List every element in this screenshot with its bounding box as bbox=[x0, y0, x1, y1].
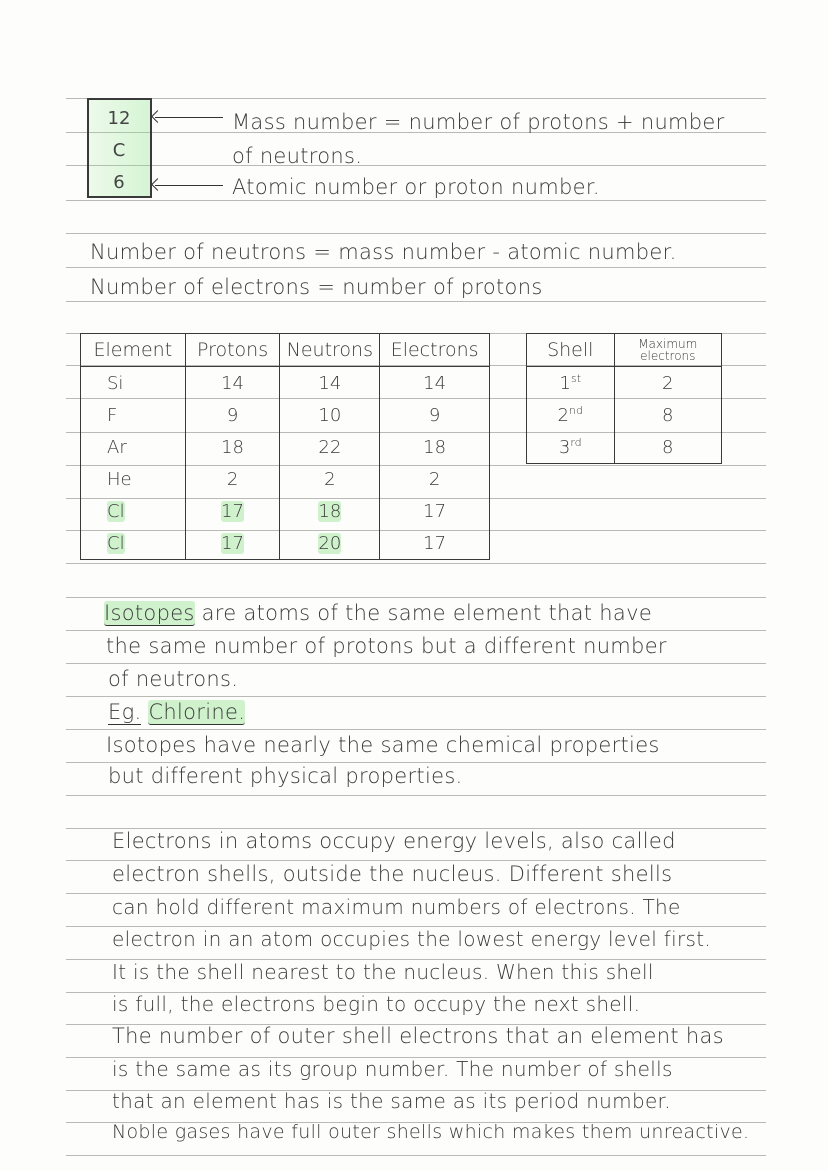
paragraph-line: is full, the electrons begin to occupy the next shell. bbox=[112, 992, 641, 1016]
table-row bbox=[81, 527, 490, 560]
ruled-line bbox=[66, 165, 766, 166]
electrons-formula: Number of electrons = number of protons bbox=[90, 275, 543, 299]
isotopes-line-1-rest: are atoms of the same element that have bbox=[201, 601, 653, 625]
table-cell: 18 bbox=[380, 431, 490, 463]
table-cell: 9 bbox=[380, 399, 490, 431]
shell-cell bbox=[527, 399, 615, 431]
paragraph-line: electron in an atom occupies the lowest energy level first. bbox=[112, 927, 712, 951]
isotopes-line-3: of neutrons. bbox=[108, 667, 239, 691]
isotopes-example bbox=[108, 700, 245, 724]
ruled-line bbox=[66, 233, 766, 234]
paragraph-line: that an element has is the same as its period number. bbox=[112, 1089, 671, 1113]
table-row bbox=[81, 431, 490, 463]
highlighted-value: 18 bbox=[318, 500, 342, 522]
table-row bbox=[527, 367, 722, 400]
highlighted-value: Cl bbox=[107, 532, 125, 554]
ruled-line bbox=[66, 597, 766, 598]
table-cell bbox=[81, 495, 186, 527]
paragraph-line: electron shells, outside the nucleus. Different shells bbox=[112, 862, 673, 886]
isotopes-line-6: but different physical properties. bbox=[108, 764, 463, 788]
ruled-line bbox=[66, 696, 766, 697]
table-cell: 17 bbox=[380, 495, 490, 527]
table-cell bbox=[81, 527, 186, 560]
paragraph-line: can hold different maximum numbers of electrons. The bbox=[112, 895, 681, 919]
table-cell: 14 bbox=[380, 367, 490, 400]
mass-number: 12 bbox=[107, 108, 131, 129]
ruled-line bbox=[66, 663, 766, 664]
shell-cell bbox=[527, 367, 615, 400]
atomic-number-label: Atomic number or proton number. bbox=[232, 175, 600, 199]
table-cell: 2 bbox=[280, 463, 380, 495]
max-electrons-cell: 8 bbox=[614, 399, 721, 431]
table-cell: 2 bbox=[380, 463, 490, 495]
ruled-line bbox=[66, 98, 766, 99]
table-cell bbox=[280, 527, 380, 560]
table-cell bbox=[185, 527, 280, 560]
table-row bbox=[81, 463, 490, 495]
shell-suffix: st bbox=[570, 372, 582, 385]
table-row bbox=[527, 399, 722, 431]
isotopes-line-1 bbox=[104, 601, 652, 625]
shell-table bbox=[526, 333, 722, 464]
paragraph-line: is the same as its group number. The number of shells bbox=[112, 1057, 673, 1081]
example-prefix: Eg. bbox=[108, 700, 142, 724]
ruled-line bbox=[66, 200, 766, 201]
example-value: Chlorine. bbox=[148, 700, 246, 724]
highlighted-value: 17 bbox=[221, 500, 244, 522]
table-row bbox=[81, 399, 490, 431]
element-table-header-cell: Electrons bbox=[380, 334, 490, 367]
table-row bbox=[81, 495, 490, 527]
shell-table-header bbox=[527, 334, 722, 367]
atomic-arrow-icon bbox=[155, 185, 223, 186]
ruled-line bbox=[66, 267, 766, 268]
mass-arrow-icon bbox=[155, 117, 223, 118]
shell-suffix: rd bbox=[570, 436, 582, 449]
mass-number-label-1: Mass number = number of protons + number bbox=[232, 110, 725, 134]
table-cell bbox=[280, 495, 380, 527]
element-table-header-cell: Protons bbox=[185, 334, 280, 367]
ruled-line bbox=[66, 762, 766, 763]
ruled-line bbox=[66, 301, 766, 302]
isotopes-line-5: Isotopes have nearly the same chemical properties bbox=[106, 733, 660, 757]
table-row bbox=[81, 367, 490, 400]
table-cell: F bbox=[81, 399, 186, 431]
highlighted-value: Cl bbox=[107, 500, 125, 522]
mass-number-label-2: of neutrons. bbox=[232, 144, 363, 168]
paragraph-line: It is the shell nearest to the nucleus. When this shell bbox=[112, 960, 654, 984]
element-table-header-cell: Neutrons bbox=[280, 334, 380, 367]
paragraph-line: The number of outer shell electrons that an element has bbox=[112, 1024, 724, 1048]
shell-header: Shell bbox=[527, 334, 615, 367]
max-electrons-header: Maximum electrons bbox=[614, 334, 721, 367]
paragraph-line: Electrons in atoms occupy energy levels, also called bbox=[112, 829, 676, 853]
element-table bbox=[80, 333, 490, 560]
ruled-line bbox=[66, 860, 766, 861]
max-electrons-cell: 8 bbox=[614, 431, 721, 464]
ruled-line bbox=[66, 1155, 766, 1156]
isotopes-term: Isotopes bbox=[104, 601, 195, 625]
ruled-line bbox=[66, 893, 766, 894]
paragraph-line: Noble gases have full outer shells which makes them unreactive. bbox=[112, 1121, 750, 1143]
atomic-number: 6 bbox=[113, 172, 125, 193]
element-table-header bbox=[81, 334, 490, 367]
table-row bbox=[527, 431, 722, 464]
table-cell bbox=[185, 495, 280, 527]
element-symbol: C bbox=[112, 140, 126, 161]
ruled-line bbox=[66, 729, 766, 730]
isotope-notation-box bbox=[87, 98, 152, 198]
table-cell: 18 bbox=[185, 431, 280, 463]
table-cell: Si bbox=[81, 367, 186, 400]
table-cell: He bbox=[81, 463, 186, 495]
table-cell: Ar bbox=[81, 431, 186, 463]
table-cell: 14 bbox=[280, 367, 380, 400]
shell-number: 1 bbox=[559, 373, 571, 394]
highlighted-value: 17 bbox=[221, 532, 244, 554]
shell-number: 3 bbox=[558, 437, 571, 458]
max-electrons-cell: 2 bbox=[614, 367, 721, 400]
shell-number: 2 bbox=[557, 405, 569, 426]
neutrons-formula: Number of neutrons = mass number - atomic number. bbox=[90, 240, 677, 264]
isotopes-line-2: the same number of protons but a different number bbox=[106, 634, 667, 658]
table-cell: 14 bbox=[185, 367, 280, 400]
element-table-header-cell: Element bbox=[81, 334, 186, 367]
table-cell: 2 bbox=[185, 463, 280, 495]
table-cell: 17 bbox=[380, 527, 490, 560]
shell-cell bbox=[527, 431, 615, 464]
table-cell: 10 bbox=[280, 399, 380, 431]
ruled-line bbox=[66, 630, 766, 631]
ruled-line bbox=[66, 795, 766, 796]
shell-suffix: nd bbox=[569, 404, 583, 417]
table-cell: 9 bbox=[185, 399, 280, 431]
table-cell: 22 bbox=[280, 431, 380, 463]
ruled-line bbox=[66, 563, 766, 564]
highlighted-value: 20 bbox=[318, 532, 342, 554]
